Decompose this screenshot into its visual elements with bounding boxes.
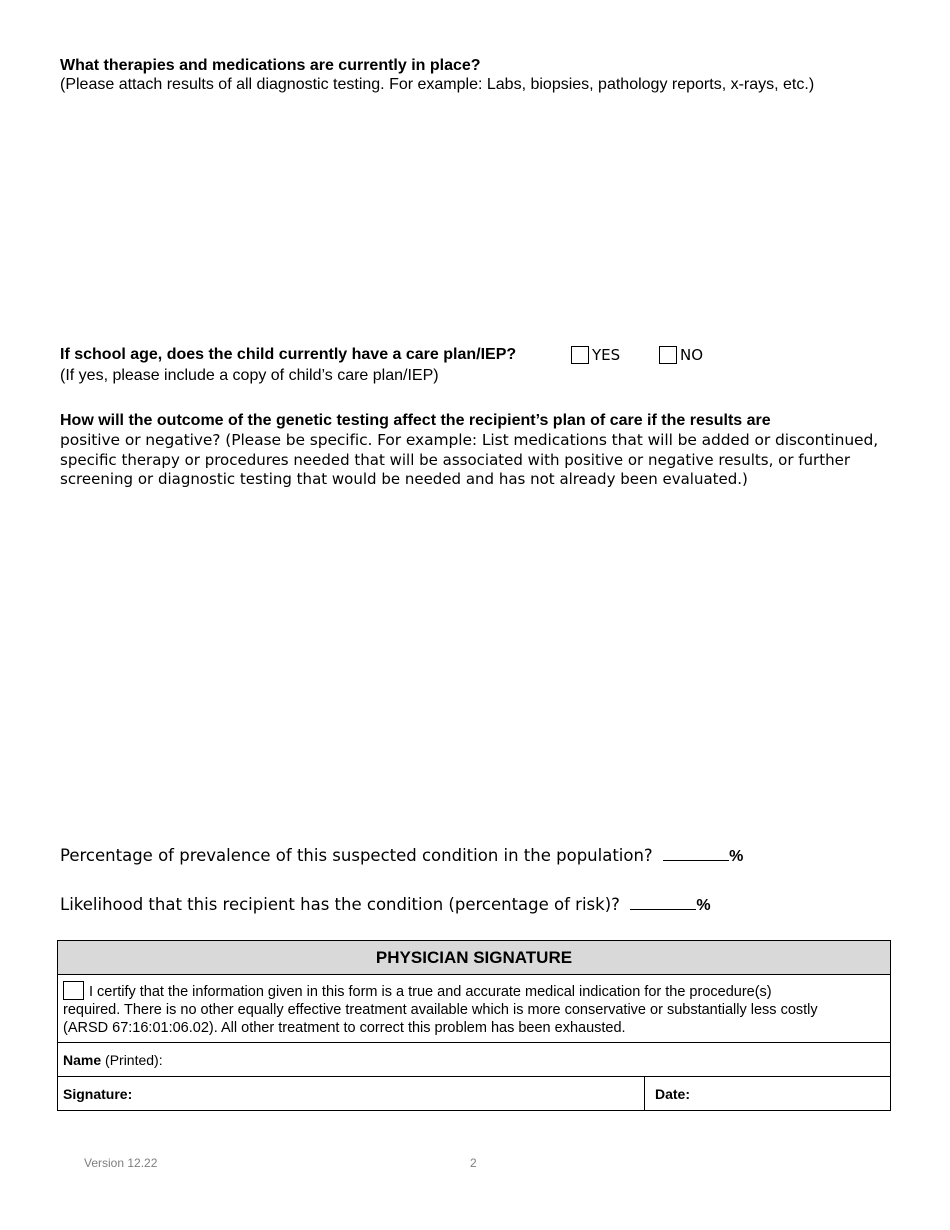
likelihood-input[interactable]	[630, 895, 696, 910]
care-plan-question: If school age, does the child currently have a care plan/IEP?	[60, 346, 517, 363]
likelihood-row	[60, 895, 711, 915]
outcome-answer-area[interactable]	[60, 495, 890, 825]
outcome-line-1: positive or negative? (Please be specific. For example: List medications that will be added or discontinued,	[60, 431, 879, 449]
name-label: Name	[63, 1051, 102, 1068]
likelihood-label: Likelihood that this recipient has the condition (percentage of risk)?	[60, 895, 620, 914]
prevalence-label: Percentage of prevalence of this suspected condition in the population?	[60, 846, 653, 865]
prevalence-percent: %	[729, 848, 744, 865]
certify-cell	[58, 975, 891, 1043]
physician-signature-table	[57, 940, 891, 1111]
therapies-answer-area[interactable]	[60, 100, 890, 330]
footer-page-number: 2	[470, 1156, 477, 1170]
date-cell[interactable]	[645, 1077, 891, 1111]
care-plan-yes-label: YES	[592, 346, 621, 364]
certify-line-1: I certify that the information given in this form is a true and accurate medical indication for the procedure(s)	[89, 983, 772, 1000]
therapies-question: What therapies and medications are currently in place?	[60, 57, 481, 74]
signature-cell[interactable]	[58, 1077, 645, 1111]
care-plan-yes-checkbox[interactable]	[571, 346, 589, 364]
certify-checkbox[interactable]	[63, 981, 84, 1000]
care-plan-no-label: NO	[680, 346, 704, 364]
care-plan-no-checkbox[interactable]	[659, 346, 677, 364]
certify-line-3: (ARSD 67:16:01:06.02). All other treatment to correct this problem has been exhausted.	[63, 1019, 626, 1036]
name-cell[interactable]	[58, 1043, 891, 1077]
care-plan-no-option[interactable]	[659, 346, 703, 366]
outcome-line-2: specific therapy or procedures needed that will be associated with positive or negative results, or further	[60, 451, 850, 469]
footer-version: Version 12.22	[84, 1156, 158, 1170]
certify-line-1-row	[63, 981, 885, 1001]
likelihood-percent: %	[696, 897, 711, 914]
date-label: Date:	[655, 1085, 691, 1102]
care-plan-note: (If yes, please include a copy of child’s care plan/IEP)	[60, 367, 439, 384]
certify-line-2: required. There is no other equally effective treatment available which is more conservative or substantially less costly	[63, 1001, 818, 1018]
signature-label: Signature:	[63, 1085, 133, 1102]
signature-header: PHYSICIAN SIGNATURE	[58, 941, 891, 975]
therapies-note: (Please attach results of all diagnostic testing. For example: Labs, biopsies, pathology reports, x-rays, etc.)	[60, 76, 815, 93]
prevalence-input[interactable]	[663, 846, 729, 861]
name-sub-label: (Printed):	[105, 1051, 163, 1068]
care-plan-yes-option[interactable]	[571, 346, 620, 366]
outcome-question: How will the outcome of the genetic testing affect the recipient’s plan of care if the results are	[60, 412, 771, 429]
prevalence-row	[60, 846, 743, 866]
outcome-line-3: screening or diagnostic testing that would be needed and has not already been evaluated.)	[60, 470, 748, 488]
